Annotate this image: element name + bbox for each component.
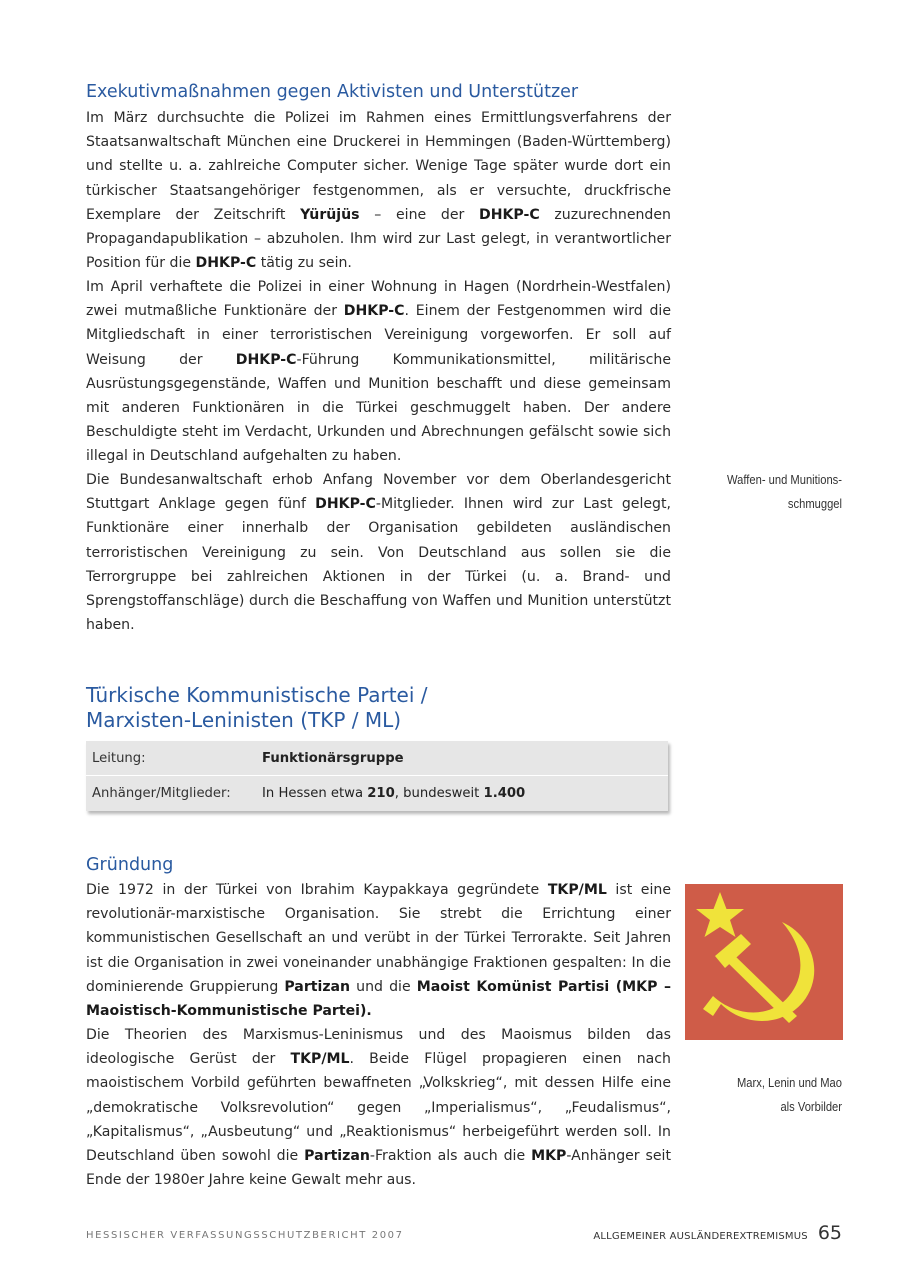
info-value-leadership: Funktionärsgruppe <box>262 750 404 766</box>
info-row-leadership <box>86 741 668 775</box>
margin-note-weapons-smuggling: Waffen- und Munitions- schmuggel <box>727 472 842 511</box>
footer-report-title: HESSISCHER VERFASSUNGSSCHUTZBERICHT 2007 <box>86 1230 404 1241</box>
paragraph-november-indictment: Die Bundesanwaltschaft erhob Anfang November vor dem Oberlandesgericht Stuttgart Anklage gegen fünf DHKP-C-Mitglieder. Ihnen wird zur Last gelegt, Funktionäre einer innerhalb der Organisation gebildeten ausländischen terroristischen Vereinigung zu sein. Von Deutschland aus sollen sie die Terrorgruppe bei zahlreichen Aktionen in der Türkei (u. a. Brand- und Sprengstoffanschläge) durch die Beschaffung von Waffen und Munition unterstützt haben. <box>86 472 671 634</box>
footer-section-name: ALLGEMEINER AUSLÄNDEREXTREMISMUS <box>593 1231 808 1242</box>
info-row-members <box>86 775 668 811</box>
paragraph-ideology: Die Theorien des Marxismus-Leninismus und des Maoismus bilden das ideologische Gerüst der TKP/ML. Beide Flügel propagieren einen nach maoistischem Vorbild geführten bewaffneten „Volkskrieg“, mit dessen Hilfe eine „demokratische Volksrevolution“ gegen „Imperialismus“, „Feudalismus“, „Kapitalismus“, „Ausbeutung“ und „Reaktionismus“ herbeigeführt werden soll. In Deutschland üben sowohl die Partizan-Fraktion als auch die MKP-Anhänger seit Ende der 1980er Jahre keine Gewalt mehr aus. <box>86 1027 671 1189</box>
image-caption-role-models: Marx, Lenin und Mao als Vorbilder <box>736 1075 842 1114</box>
section-heading-executive-measures: Exekutivmaßnahmen gegen Aktivisten und Unterstützer <box>86 82 579 102</box>
paragraph-april-arrest: Im April verhaftete die Polizei in einer Wohnung in Hagen (Nordrhein-Westfalen) zwei mutmaßliche Funktionäre der DHKP-C. Einem der Festgenommen wird die Mitgliedschaft in einer terroristischen Vereinigung vorgeworfen. Er soll auf Weisung der DHKP-C-Führung Kommunikationsmittel, militärische Ausrüstungsgegenstände, Waffen und Munition beschafft und diese gemeinsam mit anderen Funktionären in die Türkei geschmuggelt haben. Der andere Beschuldigte steht im Verdacht, Urkunden und Abrechnungen gefälscht sowie sich illegal in Deutschland aufgehalten zu haben. <box>86 279 671 465</box>
footer-right <box>593 1222 842 1244</box>
page-number: 65 <box>817 1222 842 1244</box>
info-label-members: Anhänger/Mitglieder: <box>92 786 231 801</box>
section-heading-founding: Gründung <box>86 855 174 875</box>
info-value-members: In Hessen etwa 210, bundesweit 1.400 <box>262 786 526 801</box>
hammer-and-sickle-star-icon <box>685 884 843 1040</box>
section-heading-tkp-ml: Türkische Kommunistische Partei / Marxisten-Leninisten (TKP / ML) <box>86 683 428 732</box>
communist-emblem-image <box>685 884 843 1040</box>
organization-info-box <box>86 741 668 811</box>
paragraph-march-raid: Im März durchsuchte die Polizei im Rahmen eines Ermittlungsverfahrens der Staatsanwaltschaft München eine Druckerei in Hemmingen (Baden-Württemberg) und stellte u. a. zahlreiche Computer sicher. Wenige Tage später wurde dort ein türkischer Staatsangehöriger festgenommen, als er versuchte, druckfrische Exemplare der Zeitschrift Yürüjüs – eine der DHKP-C zuzurechnenden Propagandapublikation – abzuholen. Ihm wird zur Last gelegt, in verantwortlicher Position für die DHKP-C tätig zu sein. <box>86 110 671 272</box>
info-label-leadership: Leitung: <box>92 750 146 766</box>
paragraph-founding: Die 1972 in der Türkei von Ibrahim Kaypakkaya gegründete TKP/ML ist eine revolutionär-marxistische Organisation. Sie strebt die Errichtung einer kommunistischen Gesellschaft an und verübt in der Türkei Terrorakte. Seit Jahren ist die Organisation in zwei voneinander unabhängige Fraktionen gespalten: In die dominierende Gruppierung Partizan und die Maoist Komünist Partisi (MKP – Maoistisch-Kommunistische Partei). <box>86 882 671 1020</box>
